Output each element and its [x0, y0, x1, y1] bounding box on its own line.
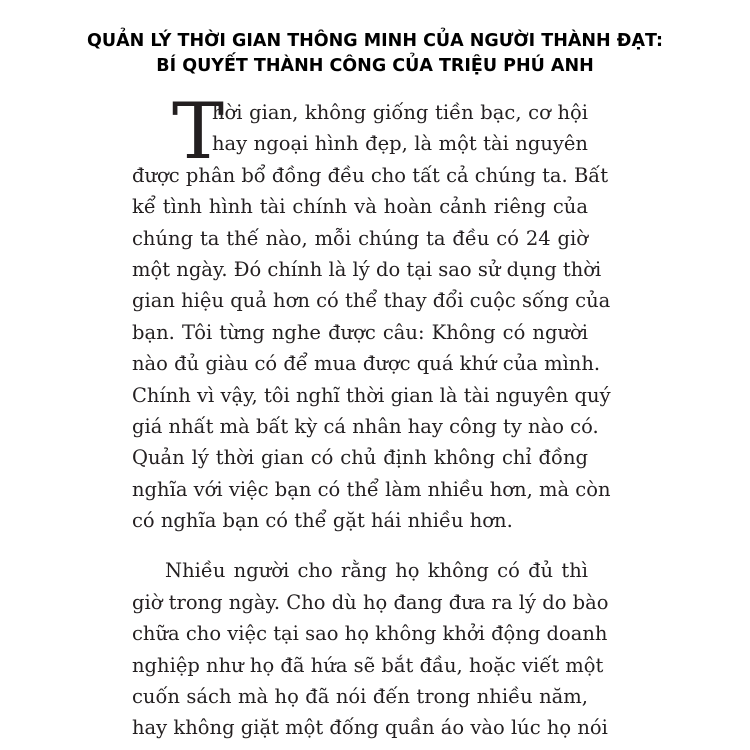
text-line: Quản lý thời gian có chủ định không chỉ đồng	[132, 446, 588, 470]
text-line: gian hiệu quả hơn có thể thay đổi cuộc sống của	[132, 289, 611, 313]
text-line: kể tình hình tài chính và hoàn cảnh riêng của	[132, 195, 588, 219]
paragraph-2	[132, 555, 609, 743]
text-line: hay không giặt một đống quần áo vào lúc họ nói	[132, 716, 608, 740]
text-line: giờ trong ngày. Cho dù họ đang đưa ra lý do bào	[132, 590, 609, 614]
text-line: một ngày. Đó chính là lý do tại sao sử dụng thời	[132, 257, 602, 281]
text-line: hời gian, không giống tiền bạc, cơ hội	[212, 101, 588, 124]
text-line: bạn. Tôi từng nghe được câu: Không có người	[132, 320, 588, 344]
text-line: Chính vì vậy, tôi nghĩ thời gian là tài nguyên quý	[132, 383, 611, 407]
drop-cap: T	[172, 87, 225, 177]
text-line: Nhiều người cho rằng họ không có đủ thì	[165, 559, 588, 583]
text-line: chúng ta thế nào, mỗi chúng ta đều có 24 giờ	[132, 226, 588, 250]
chapter-title-line-2: BÍ QUYẾT THÀNH CÔNG CỦA TRIỆU PHÚ ANH	[156, 56, 594, 76]
text-line: có nghĩa bạn có thể gặt hái nhiều hơn.	[132, 509, 513, 533]
chapter-title-line-1: QUẢN LÝ THỜI GIAN THÔNG MINH CỦA NGƯỜI THÀNH ĐẠT:	[87, 31, 663, 51]
text-line: được phân bổ đồng đều cho tất cả chúng ta. Bất	[132, 163, 609, 187]
text-line: cuốn sách mà họ đã nói đến trong nhiều năm,	[132, 685, 588, 709]
text-line: chữa cho việc tại sao họ không khởi động doanh	[132, 622, 608, 646]
text-line: nghĩa với việc bạn có thể làm nhiều hơn, mà còn	[132, 477, 611, 501]
body-text	[132, 87, 611, 744]
text-line: giá nhất mà bất kỳ cá nhân hay công ty nào có.	[132, 414, 599, 438]
text-line: hay ngoại hình đẹp, là một tài nguyên	[212, 132, 588, 156]
text-line: nào đủ giàu có để mua được quá khứ của mình.	[132, 352, 601, 376]
text-line: nghiệp như họ đã hứa sẽ bắt đầu, hoặc viết một	[132, 653, 604, 677]
chapter-title	[0, 29, 750, 79]
paragraph-1	[132, 87, 611, 536]
